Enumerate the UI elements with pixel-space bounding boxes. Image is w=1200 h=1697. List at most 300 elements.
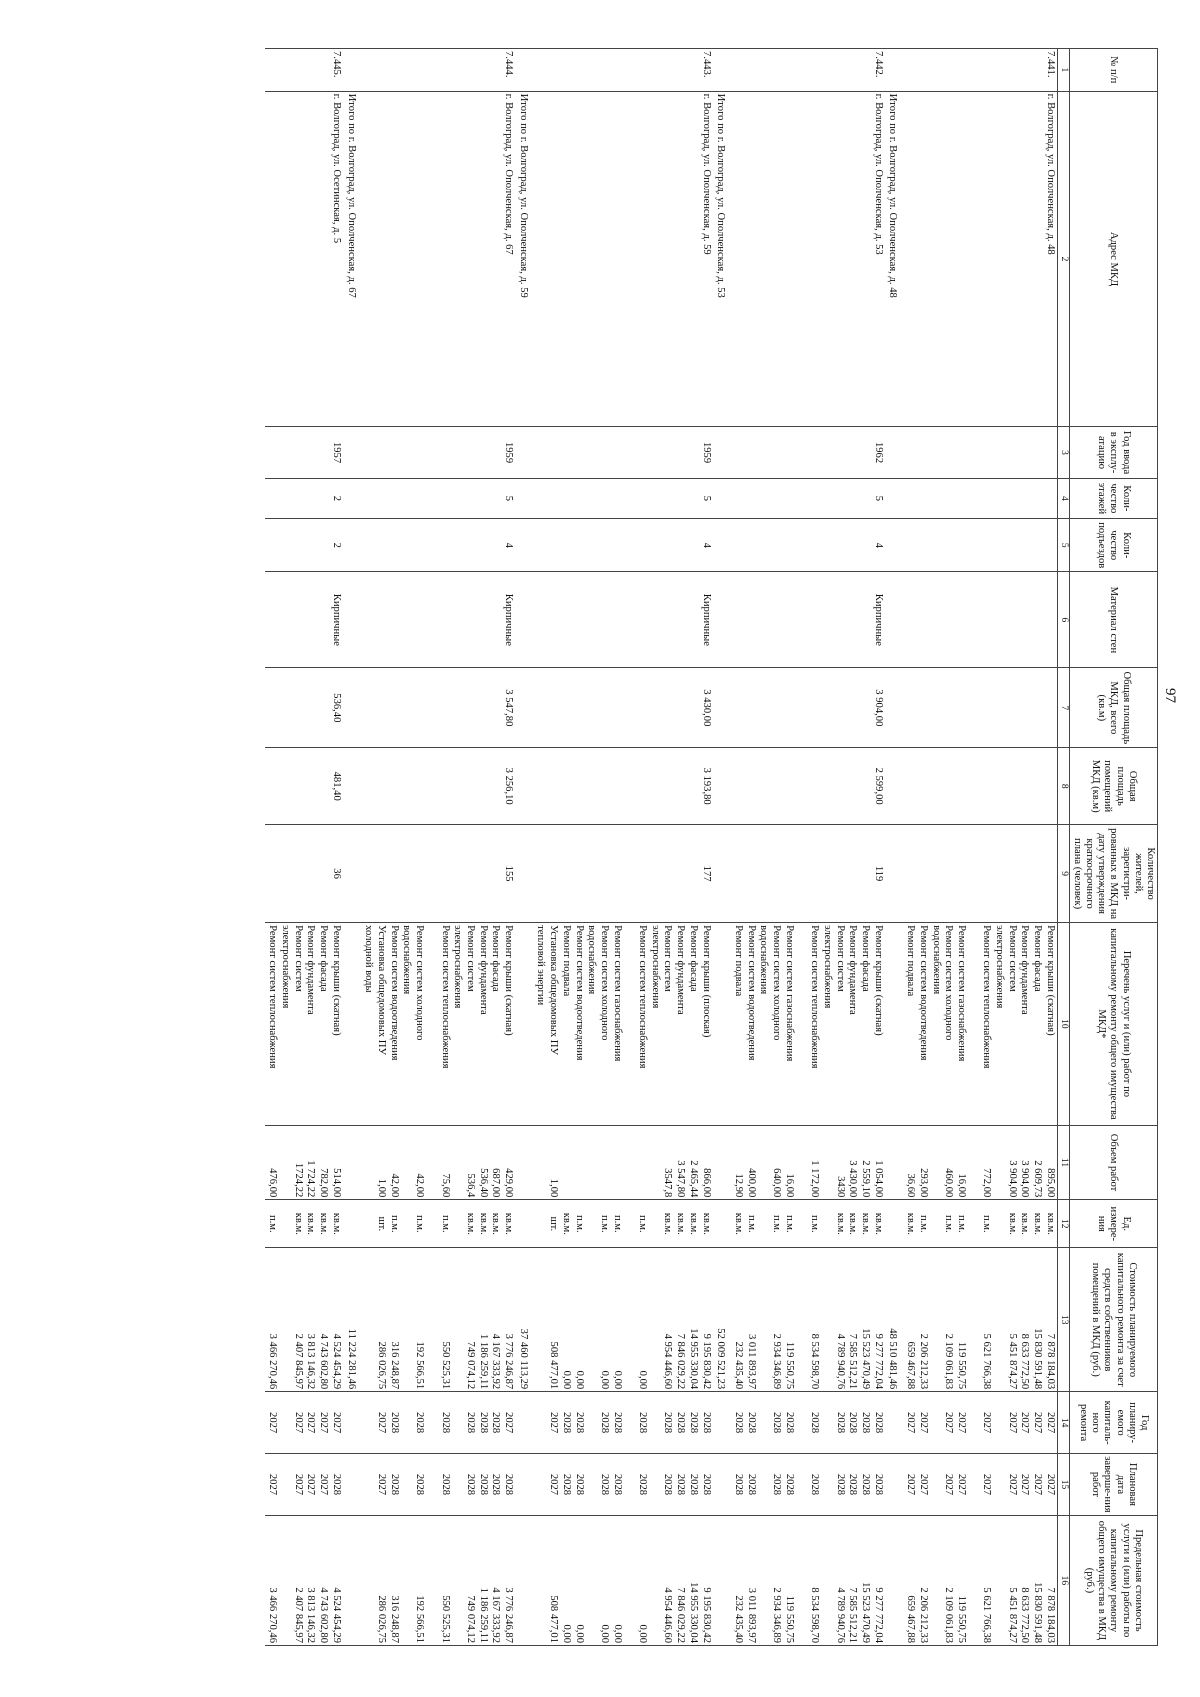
cell-line: 2028 xyxy=(834,1412,846,1434)
table-cell xyxy=(885,1125,903,1200)
area-total: 3 430,00 xyxy=(533,668,713,748)
column-header: № п/п xyxy=(1069,49,1157,92)
table-cell xyxy=(515,668,533,748)
subtotal-cost: 11 224 281,46 xyxy=(343,1248,361,1392)
cell-line: электроснабжения xyxy=(994,925,1006,1009)
cell-line: Ремонт систем газоснабжения xyxy=(783,925,795,1062)
cell-line: 9 277 772,04 xyxy=(872,1333,884,1390)
cell-line: водоснабжения xyxy=(930,925,942,995)
subtotal-row xyxy=(343,49,361,1646)
cell-line: 508 477,01 xyxy=(548,1595,560,1643)
cell-line: п.м. xyxy=(771,1214,783,1233)
cell-line: 866,00 xyxy=(700,1168,712,1198)
cell-line: 2028 xyxy=(745,1412,757,1434)
subtotal-cost: 52 009 521,23 xyxy=(713,1248,731,1392)
cell-line xyxy=(400,1456,413,1513)
column-number: 1 xyxy=(1057,49,1069,92)
cell-line xyxy=(648,1202,661,1245)
costs-list xyxy=(361,1248,515,1392)
cell-line: 3 547,80 xyxy=(675,1160,687,1198)
cell-line: 119 550,75 xyxy=(955,1341,967,1390)
cell-line: п.м. xyxy=(637,1214,649,1233)
cell-line: 659 467,88 xyxy=(905,1341,917,1390)
cell-line: 2028 xyxy=(809,1473,821,1496)
works-list xyxy=(361,923,515,1126)
entrances: 4 xyxy=(730,519,884,572)
year-built xyxy=(902,427,1057,478)
cell-line: 9 195 830,42 xyxy=(700,1587,712,1643)
cell-line: 9 277 772,04 xyxy=(872,1587,884,1643)
cell-line xyxy=(757,1202,770,1245)
cell-line xyxy=(362,1394,375,1451)
cell-line: кв.м. xyxy=(490,1212,502,1235)
volumes-list xyxy=(533,1125,713,1200)
cell-line: 2028 xyxy=(783,1473,795,1496)
cell-line: 4 524 454,29 xyxy=(330,1333,342,1390)
years-list xyxy=(902,1392,1057,1454)
row-number: 7.444. xyxy=(361,49,515,92)
cell-line: 2 934 346,89 xyxy=(771,1333,783,1390)
area-total: 536,40 xyxy=(265,668,343,748)
wall-material: Кирпичные xyxy=(361,572,515,668)
area-total: 3 547,80 xyxy=(361,668,515,748)
cell-line: 429,00 xyxy=(503,1168,515,1198)
works-list xyxy=(265,923,343,1126)
cell-line: шт. xyxy=(548,1216,560,1232)
cell-line: 232 435,40 xyxy=(733,1595,744,1643)
cell-line: кв.м. xyxy=(292,1212,304,1235)
cell-line: 2 609,73 xyxy=(1032,1160,1044,1198)
cell-line: 2027 xyxy=(1019,1473,1031,1496)
cell-line: 119 550,75 xyxy=(783,1341,795,1390)
cell-line: 2027 xyxy=(1032,1473,1044,1496)
table-cell xyxy=(713,1200,731,1248)
cell-line: 36,60 xyxy=(905,1173,917,1198)
cell-line: 2027 xyxy=(917,1412,929,1434)
cell-line xyxy=(929,1250,942,1389)
table-cell xyxy=(713,923,731,1126)
cell-line: 192 566,51 xyxy=(414,1341,426,1390)
cell-line xyxy=(795,1202,808,1245)
cell-line: 0,00 xyxy=(598,1370,610,1390)
cell-line: 2 109 061,83 xyxy=(943,1587,955,1643)
cell-line: 7 585 512,21 xyxy=(847,1333,859,1390)
cell-line: 2027 xyxy=(376,1412,388,1434)
cell-line: Ремонт систем xyxy=(662,925,674,992)
column-header: Коли-чество подъездов xyxy=(1069,519,1157,572)
table-body xyxy=(265,49,1058,1646)
cell-line: 7 846 029,22 xyxy=(675,1587,687,1643)
cell-line xyxy=(992,1250,1005,1389)
column-header: Перечень услуг и (или) работ по капитальному ремонту общего имущества МКД* xyxy=(1069,923,1157,1126)
cell-line xyxy=(623,1202,636,1245)
floors: 5 xyxy=(361,478,515,519)
limits-list xyxy=(265,1515,343,1645)
cell-line: 2 407 845,97 xyxy=(292,1587,304,1643)
table-cell xyxy=(343,478,361,519)
cell-line: 0,00 xyxy=(560,1624,572,1643)
cell-line: 2028 xyxy=(771,1473,783,1496)
cell-line: 2028 xyxy=(388,1412,400,1434)
residents: 119 xyxy=(730,825,884,923)
cell-line: Ремонт крыши (скатная) xyxy=(872,925,884,1036)
year-built: 1959 xyxy=(533,427,713,478)
cell-line: 0,00 xyxy=(637,1624,649,1643)
table-cell xyxy=(515,825,533,923)
cell-line: 2028 xyxy=(847,1412,859,1434)
cell-line: 293,00 xyxy=(917,1168,929,1198)
cell-line: 3 430,00 xyxy=(847,1160,859,1198)
cell-line: 2028 xyxy=(675,1473,687,1496)
units-list xyxy=(730,1200,884,1248)
column-number: 11 xyxy=(1057,1125,1069,1200)
cell-line: 2028 xyxy=(388,1473,400,1496)
cell-line: 2027 xyxy=(981,1473,993,1496)
works-list xyxy=(533,923,713,1126)
cell-line: холодной воды xyxy=(363,925,375,993)
cell-line: 0,00 xyxy=(611,1370,623,1390)
cell-line: п.м. xyxy=(943,1214,955,1233)
cell-line: 2028 xyxy=(745,1473,757,1496)
end-dates-list xyxy=(265,1454,343,1516)
table-cell xyxy=(343,668,361,748)
cell-line: 3 466 270,46 xyxy=(267,1587,279,1643)
table-cell xyxy=(713,572,731,668)
cell-line: 7 846 029,22 xyxy=(675,1333,687,1390)
volumes-list xyxy=(730,1125,884,1200)
cell-line: кв.м. xyxy=(872,1212,884,1235)
cell-line: 2027 xyxy=(503,1412,515,1434)
cell-line: 8 534 598,70 xyxy=(809,1587,821,1643)
cell-line: 476,00 xyxy=(267,1168,279,1198)
cell-line xyxy=(425,1394,438,1451)
column-number: 7 xyxy=(1057,668,1069,748)
cell-line: Ремонт фасада xyxy=(318,925,330,992)
table-cell xyxy=(713,1515,731,1645)
cell-line: Ремонт систем xyxy=(464,925,476,992)
cell-line: 2027 xyxy=(318,1473,330,1496)
cell-line: 316 248,87 xyxy=(388,1595,400,1643)
cell-line: 9 195 830,42 xyxy=(700,1333,712,1390)
row-number: 7.443. xyxy=(533,49,713,92)
cell-line: 0,00 xyxy=(560,1370,572,1390)
table-cell xyxy=(713,825,731,923)
cell-line: кв.м. xyxy=(464,1212,476,1235)
residents: 155 xyxy=(361,825,515,923)
subtotal-row xyxy=(713,49,731,1646)
table-cell xyxy=(515,1454,533,1516)
cell-line: 2027 xyxy=(548,1473,560,1496)
table-cell xyxy=(885,427,903,478)
table-cell xyxy=(885,572,903,668)
table-cell xyxy=(343,1515,361,1645)
cell-line: 2028 xyxy=(809,1412,821,1434)
table-cell xyxy=(515,748,533,825)
table-cell xyxy=(885,825,903,923)
cell-line: 5 451 874,27 xyxy=(1006,1333,1018,1390)
cell-line xyxy=(795,925,808,1123)
column-number: 2 xyxy=(1057,91,1069,427)
table-cell xyxy=(885,1200,903,1248)
cell-line: водоснабжения xyxy=(758,925,770,995)
cell-line: 3 011 893,97 xyxy=(745,1333,757,1390)
cell-line: кв.м. xyxy=(477,1212,489,1235)
cell-line: 4 954 446,60 xyxy=(662,1587,674,1643)
year-built: 1959 xyxy=(361,427,515,478)
cell-line xyxy=(623,1394,636,1451)
cell-line: кв.м. xyxy=(1032,1212,1044,1235)
cell-line: 2028 xyxy=(573,1473,585,1496)
cell-line: Ремонт систем газоснабжения xyxy=(955,925,967,1062)
cell-line: 508 477,01 xyxy=(548,1341,560,1390)
cell-line: 0,00 xyxy=(611,1624,623,1643)
cell-line: 3 813 146,32 xyxy=(305,1333,317,1390)
column-header: Общая площадь МКД, всего (кв.м) xyxy=(1069,668,1157,748)
cell-line xyxy=(425,1250,438,1389)
table-cell xyxy=(885,748,903,825)
limits-list xyxy=(730,1515,884,1645)
cell-line: 1 172,00 xyxy=(809,1160,821,1198)
table-cell xyxy=(343,427,361,478)
cell-line: кв.м. xyxy=(1019,1212,1031,1235)
cell-line: 14 955 330,04 xyxy=(687,1582,699,1643)
cell-line xyxy=(585,1456,598,1513)
cell-line xyxy=(820,1518,833,1643)
area-rooms xyxy=(902,748,1057,825)
column-number: 4 xyxy=(1057,478,1069,519)
cell-line: 4 743 602,80 xyxy=(318,1333,330,1390)
table-cell xyxy=(515,1392,533,1454)
cell-line: 0,00 xyxy=(637,1370,649,1390)
cell-line: Ремонт систем холодного xyxy=(414,925,426,1041)
cell-line: 2027 xyxy=(318,1412,330,1434)
cell-line: 2028 xyxy=(662,1412,674,1434)
row-number xyxy=(515,49,533,92)
cell-line: электроснабжения xyxy=(280,925,292,1009)
cell-line: 2028 xyxy=(860,1473,872,1496)
column-number: 5 xyxy=(1057,519,1069,572)
cell-line: кв.м. xyxy=(330,1212,342,1235)
cell-line: 3430 xyxy=(834,1176,846,1198)
cell-line: 536,4 xyxy=(464,1173,476,1198)
cell-line xyxy=(425,925,438,1123)
cell-line: 2028 xyxy=(414,1412,426,1434)
cell-line: Ремонт систем водоотведения xyxy=(745,925,757,1061)
subtotal-label: Итого по г. Волгоград, ул. Ополченская, д. 59 xyxy=(515,91,533,427)
cell-line xyxy=(635,1128,648,1198)
cell-line: 14 955 330,04 xyxy=(687,1328,699,1390)
residents: 177 xyxy=(533,825,713,923)
cell-line: кв.м. xyxy=(1044,1212,1056,1235)
cell-line: 0,00 xyxy=(573,1370,585,1390)
cell-line: 687,00 xyxy=(490,1168,502,1198)
table-cell xyxy=(515,1125,533,1200)
column-header: Адрес МКД xyxy=(1069,91,1157,427)
table-cell xyxy=(885,478,903,519)
cell-line xyxy=(967,1202,980,1245)
cell-line: 2027 xyxy=(1044,1412,1056,1434)
area-rooms: 2 599,00 xyxy=(730,748,884,825)
cell-line xyxy=(278,1518,291,1643)
cell-line xyxy=(534,1518,547,1643)
cell-line: кв.м. xyxy=(860,1212,872,1235)
cell-line: Ремонт фасада xyxy=(687,925,699,992)
table-cell xyxy=(713,1125,731,1200)
table-cell xyxy=(343,572,361,668)
cell-line: Ремонт систем водоотведения xyxy=(388,925,400,1061)
cell-line: 3 466 270,46 xyxy=(267,1333,279,1390)
cell-line xyxy=(362,1128,375,1198)
table-cell xyxy=(343,1200,361,1248)
row-number xyxy=(343,49,361,92)
years-list xyxy=(265,1392,343,1454)
cell-line: 2027 xyxy=(548,1412,560,1434)
cell-line: 2028 xyxy=(490,1473,502,1496)
cell-line xyxy=(992,1202,1005,1245)
cell-line: п.м. xyxy=(573,1214,585,1233)
area-rooms: 3 256,10 xyxy=(361,748,515,825)
cell-line: 1,00 xyxy=(548,1178,560,1198)
column-number: 3 xyxy=(1057,427,1069,478)
cell-line: 514,00 xyxy=(330,1168,342,1198)
cell-line xyxy=(400,1202,413,1245)
cell-line xyxy=(585,1518,598,1643)
cell-line: 2027 xyxy=(943,1473,955,1496)
cell-line xyxy=(795,1456,808,1513)
cell-line: 3 776 246,87 xyxy=(503,1333,515,1390)
cell-line: 550 525,31 xyxy=(439,1341,451,1390)
cell-line: 2028 xyxy=(733,1473,744,1496)
cell-line: электроснабжения xyxy=(821,925,833,1009)
table-row xyxy=(361,49,515,1646)
cell-line: Ремонт систем теплоснабжения xyxy=(637,925,649,1069)
cell-line xyxy=(992,1128,1005,1198)
table-cell xyxy=(713,427,731,478)
table-row xyxy=(533,49,713,1646)
cell-line: Ремонт систем водоотведения xyxy=(917,925,929,1061)
cell-line xyxy=(967,1128,980,1198)
table-cell xyxy=(713,668,731,748)
table-cell xyxy=(885,1392,903,1454)
cell-line: 2 206 212,33 xyxy=(917,1333,929,1390)
costs-list xyxy=(730,1248,884,1392)
table-cell xyxy=(515,1515,533,1645)
cell-line: 2027 xyxy=(267,1473,279,1496)
end-dates-list xyxy=(361,1454,515,1516)
cell-line: 1,00 xyxy=(376,1178,388,1198)
cell-line: 1 724,22 xyxy=(305,1160,317,1198)
row-number: 7.441. xyxy=(902,49,1057,92)
year-built: 1957 xyxy=(265,427,343,478)
cell-line: Ремонт крыши (скатная) xyxy=(503,925,515,1036)
cell-line: шт. xyxy=(376,1216,388,1232)
cell-line: 2028 xyxy=(687,1473,699,1496)
cell-line: 8 633 772,50 xyxy=(1019,1333,1031,1390)
volumes-list xyxy=(265,1125,343,1200)
page-number: 97 xyxy=(1162,688,1178,703)
cell-line: 1724,22 xyxy=(292,1162,304,1198)
cell-line: 2028 xyxy=(687,1412,699,1434)
repair-plan-table xyxy=(265,48,1158,1646)
cell-line: 2028 xyxy=(439,1473,451,1496)
cell-line xyxy=(610,1128,623,1198)
area-total: 3 904,00 xyxy=(730,668,884,748)
cell-line xyxy=(585,1202,598,1245)
cell-line xyxy=(425,1518,438,1643)
cell-line xyxy=(992,1518,1005,1643)
cell-line: 2028 xyxy=(598,1473,610,1496)
cell-line: кв.м. xyxy=(503,1212,515,1235)
subtotal-cost: 48 510 481,46 xyxy=(885,1248,903,1392)
cell-line: кв.м. xyxy=(687,1212,699,1235)
cell-line: 3547,8 xyxy=(662,1168,674,1198)
cell-line: 2 934 346,89 xyxy=(771,1587,783,1643)
cell-line xyxy=(278,1128,291,1198)
column-number: 16 xyxy=(1057,1515,1069,1645)
cell-line: 286 026,75 xyxy=(376,1341,388,1390)
cell-line xyxy=(992,1394,1005,1451)
cell-line: 2027 xyxy=(292,1473,304,1496)
cell-line: электроснабжения xyxy=(649,925,661,1009)
subtotal-row xyxy=(515,49,533,1646)
units-list xyxy=(361,1200,515,1248)
table-cell xyxy=(343,923,361,1126)
address: г. Волгоград, ул. Ополченская, д. 59 xyxy=(533,91,713,427)
cell-line: тепловой энергии xyxy=(535,925,547,1006)
cell-line xyxy=(534,1128,547,1198)
cell-line: Ремонт подвала xyxy=(733,925,744,997)
limits-list xyxy=(533,1515,713,1645)
cell-line: 659 467,88 xyxy=(905,1595,917,1643)
table-row xyxy=(730,49,884,1646)
cell-line: 4 743 602,80 xyxy=(318,1587,330,1643)
cell-line: 2027 xyxy=(1044,1473,1056,1496)
cell-line: п.м. xyxy=(955,1214,967,1233)
cell-line xyxy=(929,1202,942,1245)
subtotal-label: Итого по г. Волгоград, ул. Ополченская, д. 53 xyxy=(713,91,731,427)
cell-line: кв.м. xyxy=(834,1212,846,1235)
cell-line: Ремонт систем xyxy=(292,925,304,992)
cell-line xyxy=(559,1128,572,1198)
cell-line xyxy=(967,1250,980,1389)
table-cell xyxy=(515,427,533,478)
table-cell xyxy=(885,519,903,572)
cell-line: 2027 xyxy=(943,1412,955,1434)
cell-line xyxy=(820,1394,833,1451)
cell-line: кв.м. xyxy=(318,1212,330,1235)
cell-line: 286 026,75 xyxy=(376,1595,388,1643)
cell-line: 2027 xyxy=(267,1412,279,1434)
cell-line: 2 407 845,97 xyxy=(292,1333,304,1390)
cell-line: Ремонт фасада xyxy=(860,925,872,992)
cell-line xyxy=(795,1394,808,1451)
cell-line: 460,00 xyxy=(943,1168,955,1198)
cell-line: 4 167 333,92 xyxy=(490,1333,502,1390)
cell-line xyxy=(362,1456,375,1513)
cell-line: 2027 xyxy=(917,1473,929,1496)
cell-line: 5 621 766,38 xyxy=(981,1333,993,1390)
cell-line xyxy=(451,1518,464,1643)
cell-line: водоснабжения xyxy=(586,925,598,995)
cell-line xyxy=(648,1456,661,1513)
row-number: 7.445. xyxy=(265,49,343,92)
cell-line xyxy=(362,1202,375,1245)
cell-line: 2028 xyxy=(637,1412,649,1434)
cell-line: 782,00 xyxy=(318,1168,330,1198)
cell-line: 1 186 259,11 xyxy=(477,1587,489,1643)
column-number: 14 xyxy=(1057,1392,1069,1454)
cell-line: Ремонт крыши (плоская) xyxy=(700,925,712,1038)
